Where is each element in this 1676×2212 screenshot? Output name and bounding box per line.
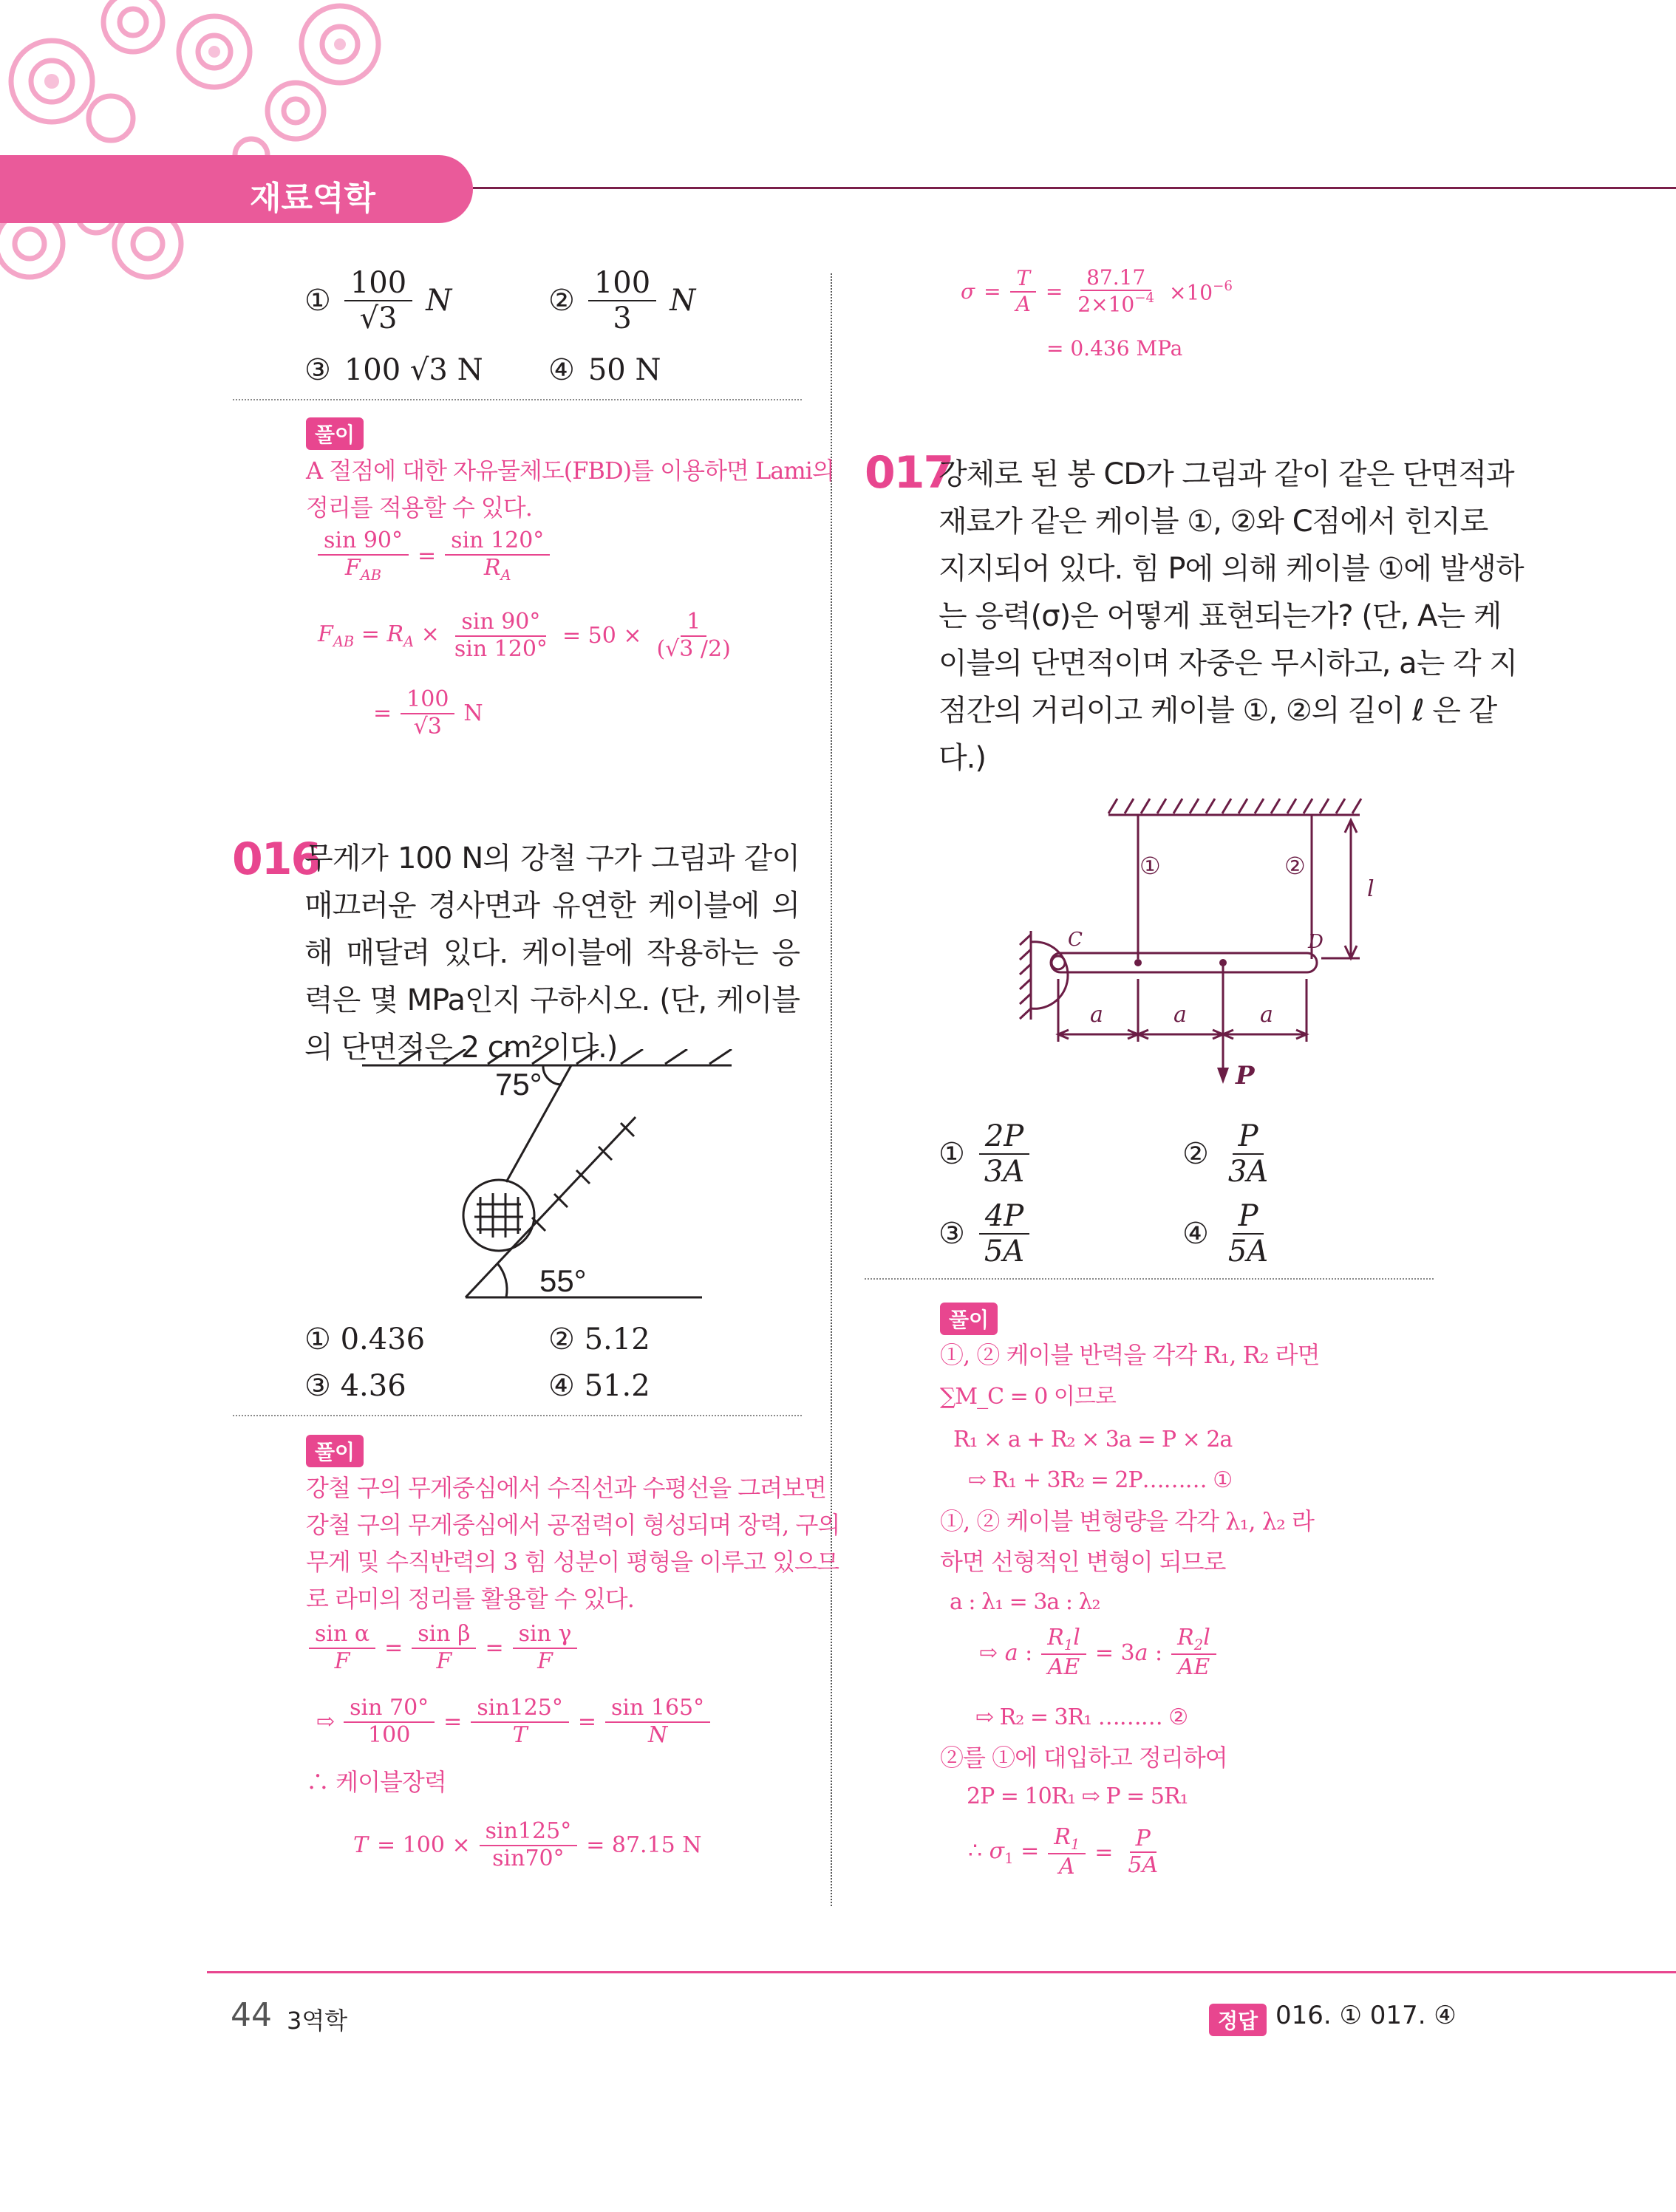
q17-line: 는 응력(σ)은 어떻게 표현되는가? (단, A는 케 xyxy=(939,599,1502,633)
q17-solution-line: ∑M_C = 0 이므로 xyxy=(940,1384,1116,1410)
q16-therefore: ∴ 케이블장력 xyxy=(306,1768,446,1796)
point-c-label: C xyxy=(1068,929,1083,951)
q16-option-2[interactable]: ② 5.12 xyxy=(548,1322,650,1356)
answer-key: 016. ① 017. ④ xyxy=(1275,2001,1457,2030)
q17-solution-line: ⇨ R₁ + 3R₂ = 2P……… ① xyxy=(968,1467,1233,1493)
question-number: 017 xyxy=(865,447,953,499)
separator xyxy=(865,1278,1434,1280)
angle-55-label: 55° xyxy=(539,1263,587,1298)
separator xyxy=(233,1415,802,1416)
prev-eq-fab: $F_{AB} = R_A$ × $\frac{\sin 90^\circ}{\sin 120^\circ}$ = 50 × $\frac{1}{(√3 /2)}$ xyxy=(318,609,731,662)
prev-option-3[interactable]: ③ 100 √3 N xyxy=(304,353,483,387)
q16-option-4[interactable]: ④ 51.2 xyxy=(548,1369,650,1403)
q17-solution-line: ①, ② 케이블 변형량을 각각 λ₁, λ₂ 라 xyxy=(940,1507,1314,1535)
stress-eq-top: σ = $\frac{T}{A}$ = $\frac{87.17}{2\times 10^{-4}}$ $\times 10^{-6}$ xyxy=(961,265,1233,317)
separator xyxy=(233,399,802,400)
q17-eq-final: ∴ $\sigma_1$ = $\frac{R_1}{A}$ = $\frac{P}{5A}$ xyxy=(968,1824,1159,1880)
q17-solution-line: R₁ × a + R₂ × 3a = P × 2a xyxy=(953,1427,1233,1453)
q17-option-2[interactable]: ② $\frac{P}{3A}$ xyxy=(1182,1119,1269,1189)
page-number: 44 xyxy=(231,1996,272,2034)
solution-badge: 풀이 xyxy=(306,417,364,450)
header-band xyxy=(0,155,473,223)
footer-rule xyxy=(207,1971,1676,1973)
question-text: 무게가 100 N의 강철 구가 그림과 같이 매끄러운 경사면과 유연한 케이블에 의해 매달려 있다. 케이블에 작용하는 응력은 몇 MPa인지 구하시오. (단, 케이블의 단면적은 2 cm²이다.) xyxy=(304,842,800,1065)
prev-option-1[interactable]: ① $\frac{100}{√3}$ N xyxy=(304,266,452,335)
header-rule xyxy=(473,187,1676,189)
q16-eq-substitute: ⇨ $\frac{\sin 70^\circ}{100}$ = $\frac{\sin 125^\circ}{T}$ = $\frac{\sin 165^\circ}{N}$ xyxy=(316,1696,710,1748)
solution-badge: 풀이 xyxy=(306,1435,364,1467)
q17-line: 이블의 단면적이며 자중은 무시하고, a는 각 지 xyxy=(939,646,1518,680)
point-d-label: D xyxy=(1308,931,1324,953)
dist-a-label: a xyxy=(1173,1002,1187,1028)
q17-line: 점간의 거리이고 케이블 ①, ②의 길이 ℓ 은 같 xyxy=(939,694,1497,728)
q17-solution-line: a : λ₁ = 3a : λ₂ xyxy=(950,1589,1100,1615)
q16-eq-tension: T = 100 × $\frac{\sin 125^\circ}{\sin 70^\circ}$ = 87.15 N xyxy=(353,1818,702,1871)
q17-solution-line: ②를 ①에 대입하고 정리하여 xyxy=(940,1744,1227,1772)
q16-eq-lami: $\frac{\text{sin α}}{F}$ = $\frac{\text{sin β}}{F}$ = $\frac{\text{sin γ}}{F}$ xyxy=(309,1622,577,1674)
q17-solution-line: ⇨ R₂ = 3R₁ ……… ② xyxy=(975,1704,1188,1730)
q17-line: 다.) xyxy=(939,741,986,775)
force-p-label: P xyxy=(1236,1061,1255,1090)
prev-solution-line: A 절점에 대한 자유물체도(FBD)를 이용하면 Lami의 xyxy=(306,457,834,485)
q17-line: 재료가 같은 케이블 ①, ②와 C점에서 힌지로 xyxy=(939,505,1488,539)
q17-solution-line: 하면 선형적인 변형이 되므로 xyxy=(940,1548,1226,1576)
column-divider xyxy=(831,273,832,1906)
q16-solution-line: 무게 및 수직반력의 3 힘 성분이 평형을 이루고 있으므 xyxy=(306,1548,839,1576)
q17-solution-line: ①, ② 케이블 반력을 각각 R₁, R₂ 라면 xyxy=(940,1341,1320,1369)
section-title: 재료역학 xyxy=(250,180,376,217)
answer-badge: 정답 xyxy=(1209,2004,1267,2036)
sphere-incline-diagram xyxy=(355,1049,754,1308)
rigid-bar-diagram xyxy=(998,787,1382,1097)
q17-solution-line: 2P = 10R₁ ⇨ P = 5R₁ xyxy=(967,1783,1188,1809)
q16-solution-line: 강철 구의 무게중심에서 공점력이 형성되며 장력, 구의 xyxy=(306,1511,840,1539)
q17-line: 지지되어 있다. 힘 P에 의해 케이블 ①에 발생하 xyxy=(939,552,1524,586)
cable-1-label: ① xyxy=(1140,852,1161,880)
stress-eq-result: = 0.436 MPa xyxy=(1046,336,1183,361)
prev-eq-result: = $\frac{100}{√3}$ N xyxy=(373,686,483,740)
cable-2-label: ② xyxy=(1284,852,1306,880)
dist-a-label: a xyxy=(1090,1002,1103,1028)
q16-option-1[interactable]: ① 0.436 xyxy=(304,1322,426,1356)
q17-eq-ratio: ⇨ a : $\frac{R_1l}{AE}$ = 3a : $\frac{R_2l}{AE}$ xyxy=(979,1625,1216,1681)
question-number: 016 xyxy=(232,833,321,885)
angle-75-label: 75° xyxy=(495,1067,542,1102)
solution-badge: 풀이 xyxy=(940,1303,998,1335)
q16-option-3[interactable]: ③ 4.36 xyxy=(304,1369,406,1403)
q17-option-3[interactable]: ③ $\frac{4P}{5A}$ xyxy=(939,1199,1030,1269)
q17-line: 강체로 된 봉 CD가 그림과 같이 같은 단면적과 xyxy=(939,457,1514,491)
q17-option-4[interactable]: ④ $\frac{P}{5A}$ xyxy=(1182,1199,1269,1269)
q16-solution-line: 로 라미의 정리를 활용할 수 있다. xyxy=(306,1585,634,1613)
prev-solution-line: 정리를 적용할 수 있다. xyxy=(306,494,532,522)
prev-option-2[interactable]: ② $\frac{100}{3}$ N xyxy=(548,266,696,335)
prev-eq-lami: $\frac{\sin 90^\circ}{F_{AB}}$ = $\frac{\sin 120^\circ}{R_A}$ xyxy=(318,528,550,584)
length-l-label: l xyxy=(1367,876,1374,902)
q16-solution-line: 강철 구의 무게중심에서 수직선과 수평선을 그려보면 xyxy=(306,1474,826,1502)
dist-a-label: a xyxy=(1260,1002,1273,1028)
chapter-label: 3역학 xyxy=(287,2007,348,2035)
q17-option-1[interactable]: ① $\frac{2P}{3A}$ xyxy=(939,1119,1030,1189)
prev-option-4[interactable]: ④ 50 N xyxy=(548,353,661,387)
